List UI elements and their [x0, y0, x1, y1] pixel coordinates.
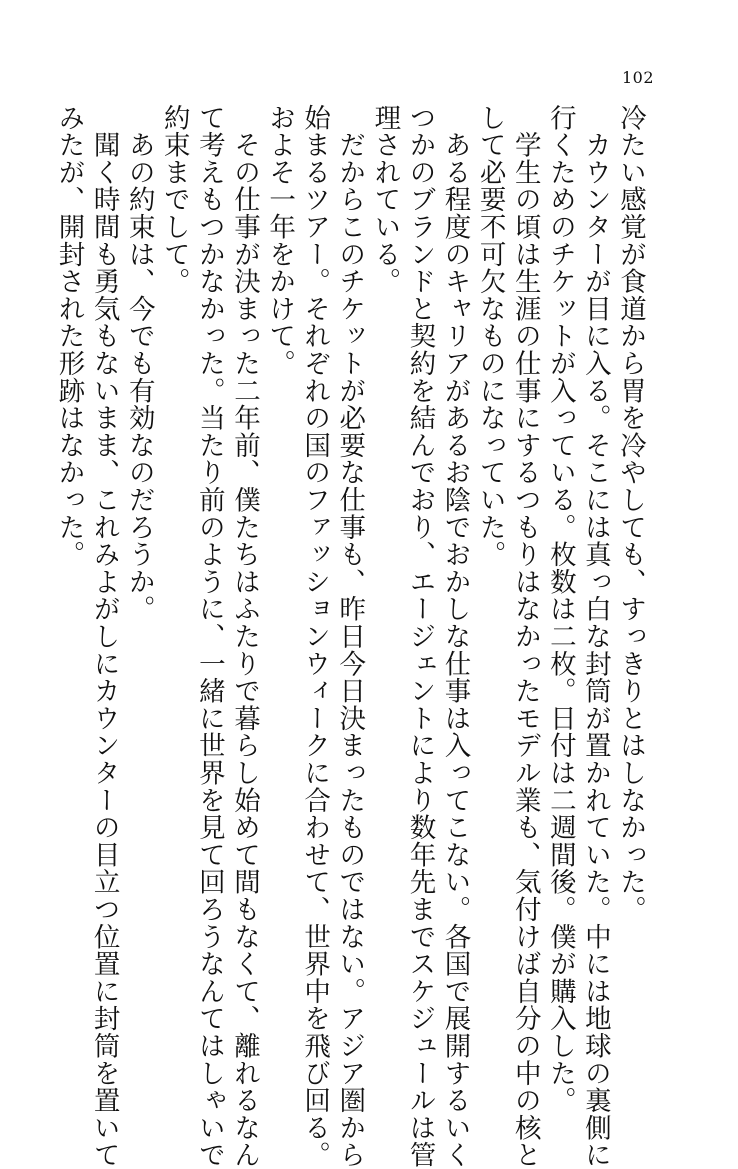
text-line-15: あの約束は、今でも有効なのだろうか。 [123, 104, 155, 623]
page-number: 102 [621, 68, 654, 87]
text-line-4: 学生の頃は生涯の仕事にするつもりはなかったモデル業も、気付けば自分の中の核と [509, 104, 541, 1169]
text-line-5: して必要不可欠なものになっていた。 [474, 104, 506, 569]
text-line-13: て考えもつかなかった。当たり前のように、一緒に世界を見て回ろうなんてはしゃいで [193, 104, 225, 1169]
text-line-1: 冷たい感覚が食道から胃を冷やしても、すっきりとはしなかった。 [615, 104, 646, 923]
text-line-7: つかのブランドと契約を結んでおり、エージェントにより数年先までスケジュールは管 [404, 104, 436, 1169]
text-line-8: 理されている。 [369, 104, 401, 296]
text-line-10: 始まるツアー。それぞれの国のファッションウィークに合わせて、世界中を飛び回る。 [299, 104, 331, 1169]
text-line-17: みたが、開封された形跡はなかった。 [53, 104, 85, 569]
novel-text-block [53, 104, 648, 1169]
text-line-14: 約束までして。 [158, 104, 190, 296]
text-line-11: およそ一年をかけて。 [264, 104, 296, 377]
text-line-12: その仕事が決まった二年前、僕たちはふたりで暮らし始めて間もなくて、離れるなん [228, 104, 260, 1169]
text-line-3: 行くためのチケットが入っている。枚数は二枚。日付は二週間後。僕が購入した。 [544, 104, 576, 1115]
text-line-2: カウンターが目に入る。そこには真っ白な封筒が置かれていた。中には地球の裏側に [579, 104, 611, 1169]
text-line-6: ある程度のキャリアがあるお陰でおかしな仕事は入ってこない。各国で展開するいく [439, 104, 471, 1169]
text-line-9: だからこのチケットが必要な仕事も、昨日今日決まったものではない。アジア圏から [334, 104, 366, 1169]
text-line-16: 聞く時間も勇気もないまま、これみよがしにカウンターの目立つ位置に封筒を置いて [88, 104, 120, 1169]
